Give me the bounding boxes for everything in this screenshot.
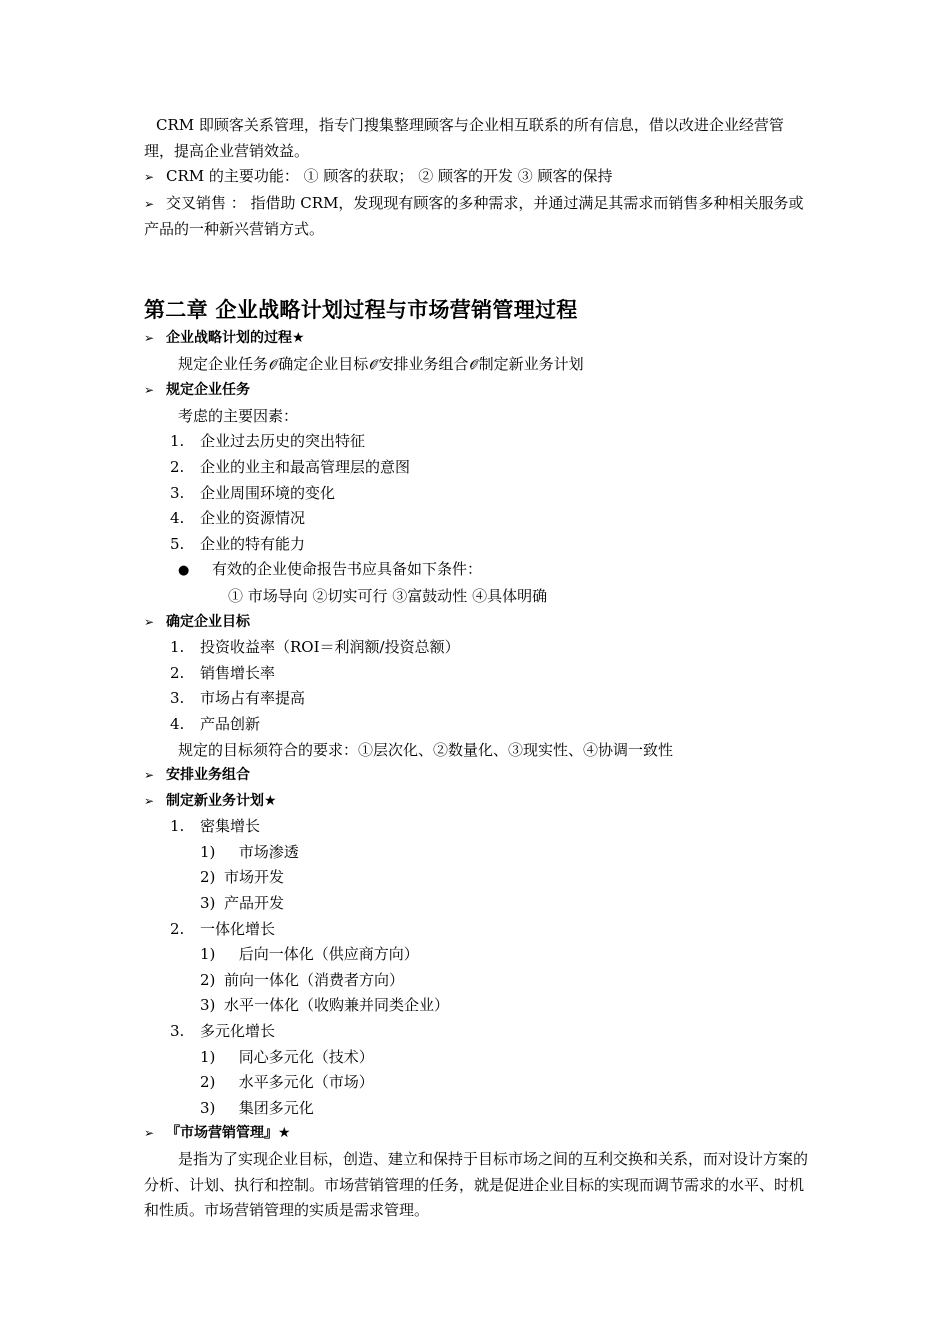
sub-list-item: 3) 集团多元化	[200, 1098, 314, 1117]
crm-functions-line	[144, 164, 809, 191]
intro-block	[144, 113, 809, 243]
filled-circle-bullet-icon: ●	[178, 563, 190, 579]
link-icon: 𝒪̸	[469, 357, 478, 373]
mission-intro: 考虑的主要因素：	[178, 406, 299, 425]
section-heading-text: 安排业务组合	[166, 767, 250, 784]
section-heading-marketing-management	[144, 1121, 809, 1147]
arrow-bullet-icon: ➢	[144, 614, 155, 629]
process-step: 安排业务组合	[378, 354, 469, 373]
cross-selling-line	[144, 191, 809, 243]
sub-list-item: 2) 水平多元化（市场）	[200, 1073, 374, 1092]
section-heading-new-business	[144, 789, 809, 815]
sub-list-item: 1) 同心多元化（技术）	[200, 1047, 374, 1066]
section-heading-text: 确定企业目标	[166, 613, 250, 630]
arrow-bullet-icon: ➢	[144, 331, 155, 345]
strategy-process-steps	[144, 352, 809, 379]
sub-list-item: 3) 产品开发	[200, 894, 285, 913]
arrow-bullet-icon: ➢	[144, 768, 155, 783]
process-step: 制定新业务计划	[478, 354, 584, 373]
list-item: 1. 企业过去历史的突出特征	[170, 432, 366, 451]
list-item: 2. 企业的业主和最高管理层的意图	[170, 457, 411, 476]
list-item: 2. 销售增长率	[170, 663, 276, 682]
arrow-bullet-icon: ➢	[144, 383, 155, 398]
link-icon: 𝒪̸	[269, 357, 278, 373]
process-step: 规定企业任务	[178, 354, 269, 373]
section-heading-text: 制定新业务计划★	[166, 792, 277, 809]
goal-requirements: 规定的目标须符合的要求：①层次化、②数量化、③现实性、④协调一致性	[178, 740, 674, 759]
sub-list-item: 1) 后向一体化（供应商方向）	[200, 945, 419, 964]
cross-selling-text: 交叉销售 ： 指借助 CRM，发现现有顾客的多种需求，并通过满足其需求而销售多种相关服务或产品的一种新兴营销方式。	[144, 193, 804, 238]
sub-list-item: 2) 市场开发	[200, 868, 285, 887]
link-icon: 𝒪̸	[369, 357, 378, 373]
list-item: 2. 一体化增长	[170, 919, 276, 938]
mission-conditions: ① 市场导向 ②切实可行 ③富鼓动性 ④具体明确	[228, 586, 548, 605]
arrow-bullet-icon: ➢	[144, 1126, 155, 1141]
section-heading-define-mission	[144, 378, 809, 404]
section-heading-text: 『市场营销管理』★	[166, 1125, 291, 1142]
section-heading-strategy-process	[144, 326, 809, 352]
process-step: 确定企业目标	[278, 354, 369, 373]
sub-list-item: 3) 水平一体化（收购兼并同类企业）	[200, 996, 450, 1015]
arrow-bullet-icon: ➢	[144, 793, 155, 808]
arrow-bullet-icon: ➢	[144, 170, 155, 184]
arrow-bullet-icon: ➢	[144, 196, 155, 211]
list-item: 4. 产品创新	[170, 714, 261, 733]
marketing-management-paragraph: 是指为了实现企业目标，创造、建立和保持于目标市场之间的互利交换和关系，而对设计方案的分析、计划、执行和控制。市场营销管理的任务，就是促进企业目标的实现而调节需求的水平、时机和性质。市场营销管理的实质是需求管理。	[144, 1150, 809, 1220]
section-heading-portfolio	[144, 763, 809, 789]
bullet-item: ● 有效的企业使命报告书应具备如下条件：	[144, 557, 809, 584]
section-heading-text: 企业战略计划的过程★	[166, 330, 305, 346]
sub-list-item: 2) 前向一体化（消费者方向）	[200, 970, 405, 989]
chapter-body	[144, 326, 809, 1224]
chapter-title: 第二章 企业战略计划过程与市场营销管理过程	[144, 298, 578, 322]
list-item: 3. 多元化增长	[170, 1022, 276, 1041]
section-heading-text: 规定企业任务	[166, 382, 250, 399]
list-item: 3. 企业周围环境的变化	[170, 483, 336, 502]
list-item: 1. 密集增长	[170, 817, 261, 836]
crm-definition: CRM 即顾客关系管理，指专门搜集整理顾客与企业相互联系的所有信息，借以改进企业经营管理，提高企业营销效益。	[144, 116, 784, 160]
sub-list-item: 1) 市场渗透	[200, 842, 299, 861]
list-item: 1. 投资收益率（ROI＝利润额/投资总额）	[170, 638, 460, 657]
crm-functions-text: CRM 的主要功能： ① 顾客的获取； ② 顾客的开发 ③ 顾客的保持	[166, 167, 613, 185]
list-item: 3. 市场占有率提高	[170, 689, 306, 708]
section-heading-define-goals	[144, 610, 809, 636]
list-item: 5. 企业的特有能力	[170, 534, 306, 553]
list-item: 4. 企业的资源情况	[170, 509, 306, 528]
